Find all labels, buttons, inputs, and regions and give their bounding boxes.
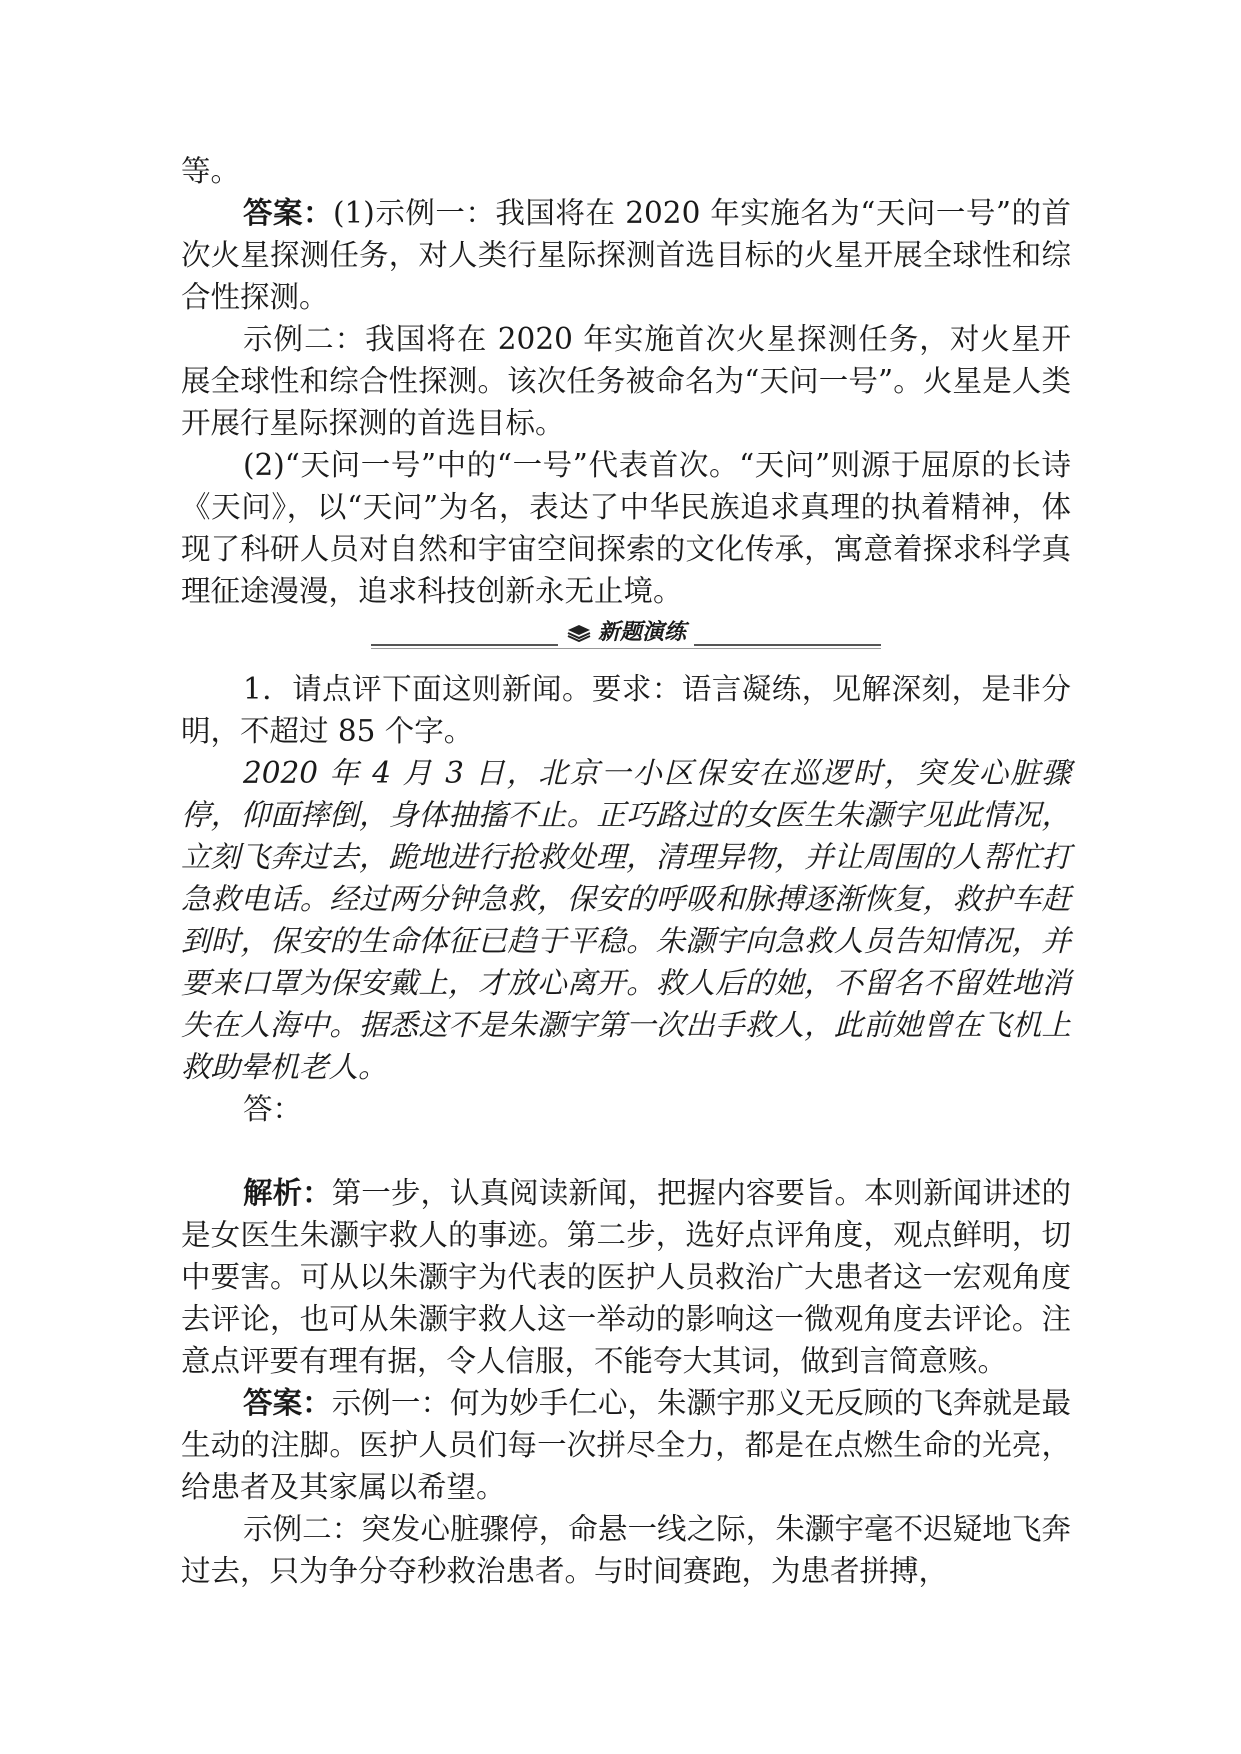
books-icon <box>566 622 592 644</box>
question-prompt: 1．请点评下面这则新闻。要求：语言凝练，见解深刻，是非分明，不超过 85 个字。 <box>181 672 1071 748</box>
answer-label-2: 答案： <box>243 1386 332 1420</box>
intro-answer-1 <box>181 192 1071 318</box>
answer-blank <box>181 1130 1071 1172</box>
intro-answer-2: (2)“天问一号”中的“一号”代表首次。“天问”则源于屈原的长诗《天问》，以“天问”为名，表达了中华民族追求真理的执着精神，体现了科研人员对自然和宇宙空间探索的文化传承，寓意着探求科学真理征途漫漫，追求科技创新永无止境。 <box>181 448 1071 608</box>
answer-1-text: (1)示例一：我国将在 2020 年实施名为“天问一号”的首次火星探测任务，对人类行星际探测首选目标的火星开展全球性和综合性探测。 <box>181 196 1071 314</box>
answer-example-1 <box>181 1382 1071 1508</box>
section-title: 新题演练 <box>597 620 687 645</box>
answer-example-2: 示例二：突发心脏骤停，命悬一线之际，朱灏宇毫不迟疑地飞奔过去，只为争分夺秒救治患者。与时间赛跑，为患者拼搏， <box>181 1512 1071 1588</box>
answer-label: 答案： <box>243 196 334 230</box>
analysis-label: 解析： <box>243 1176 332 1210</box>
section-rule-thin <box>371 648 881 649</box>
section-header <box>181 616 1071 658</box>
intro-example-2: 示例二：我国将在 2020 年实施首次火星探测任务，对火星开展全球性和综合性探测。该次任务被命名为“天问一号”。火星是人类开展行星际探测的首选目标。 <box>181 322 1071 440</box>
answer-example-1-text: 示例一：何为妙手仁心，朱灏宇那义无反顾的飞奔就是最生动的注脚。医护人员们每一次拼尽全力，都是在点燃生命的光亮，给患者及其家属以希望。 <box>181 1386 1071 1504</box>
document-page <box>181 150 1071 1592</box>
intro-tail: 等。 <box>181 154 241 188</box>
answer-prompt: 答： <box>243 1092 303 1126</box>
analysis-paragraph <box>181 1172 1071 1382</box>
news-passage: 2020 年 4 月 3 日，北京一小区保安在巡逻时，突发心脏骤停，仰面摔倒，身体抽搐不止。正巧路过的女医生朱灏宇见此情况，立刻飞奔过去，跪地进行抢救处理，清理异物，并让周围的人帮忙打急救电话。经过两分钟急救，保安的呼吸和脉搏逐渐恢复，救护车赶到时，保安的生命体征已趋于平稳。朱灏宇向急救人员告知情况，并要来口罩为保安戴上，才放心离开。救人后的她，不留名不留姓地消失在人海中。据悉这不是朱灏宇第一次出手救人，此前她曾在飞机上救助晕机老人。 <box>181 756 1071 1084</box>
section-label <box>558 618 694 648</box>
analysis-text: 第一步，认真阅读新闻，把握内容要旨。本则新闻讲述的是女医生朱灏宇救人的事迹。第二步，选好点评角度，观点鲜明，切中要害。可从以朱灏宇为代表的医护人员救治广大患者这一宏观角度去评论，也可从朱灏宇救人这一举动的影响这一微观角度去评论。注意点评要有理有据，令人信服，不能夸大其词，做到言简意赅。 <box>181 1176 1071 1378</box>
